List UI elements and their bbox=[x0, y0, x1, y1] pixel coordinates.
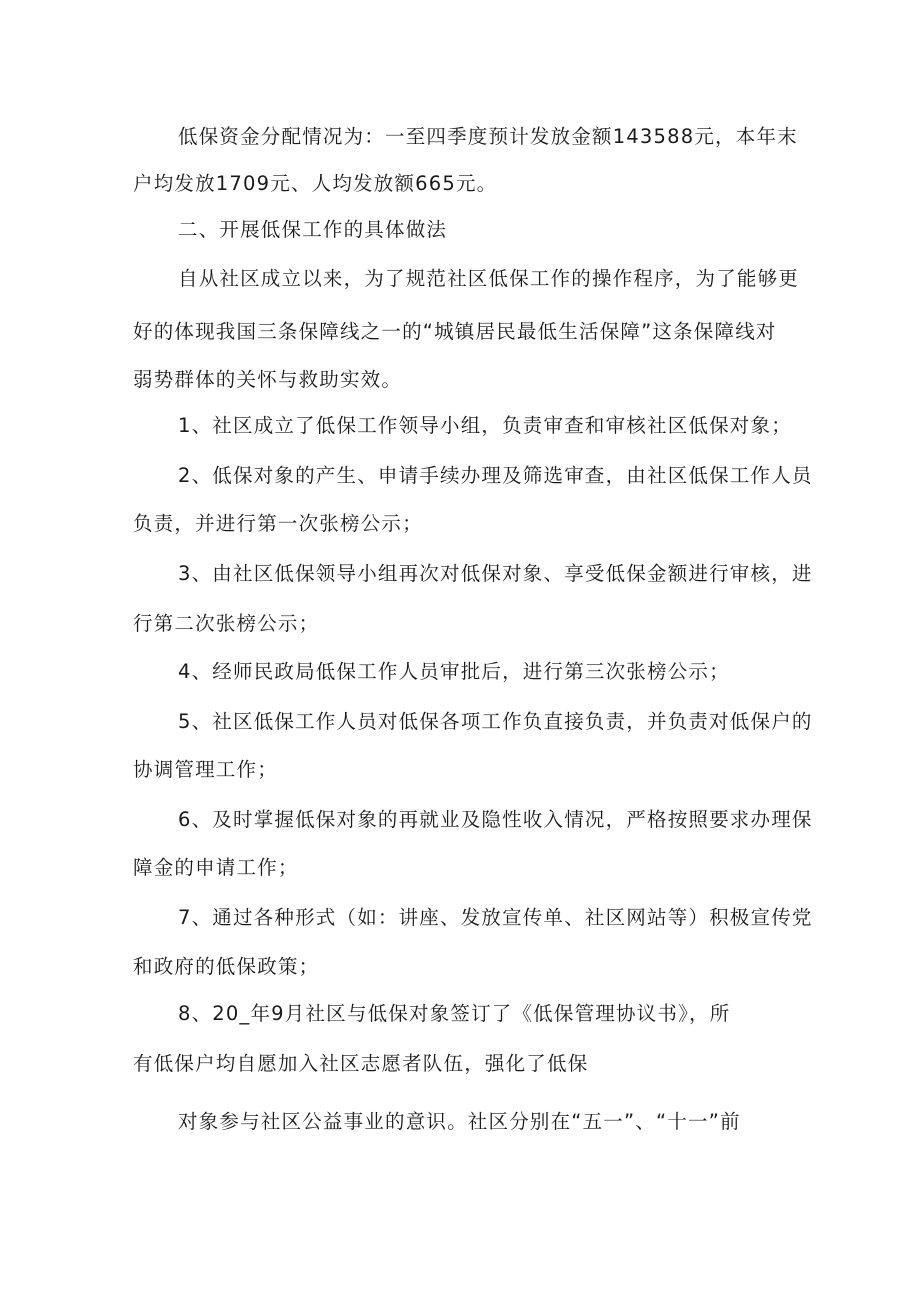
list-item: 2、低保对象的产生、申请手续办理及筛选审查，由社区低保工作人员 bbox=[178, 464, 813, 487]
list-item-continuation: 有低保户均自愿加入社区志愿者队伍，强化了低保 bbox=[133, 1052, 589, 1075]
paragraph-line: 低保资金分配情况为：一至四季度预计发放金额143588元，本年末 bbox=[178, 125, 798, 148]
list-item-continuation: 障金的申请工作； bbox=[133, 856, 299, 879]
list-item-continuation: 和政府的低保政策； bbox=[133, 955, 320, 978]
list-item: 8、20_年9月社区与低保对象签订了《低保管理协议书》，所 bbox=[178, 1002, 731, 1025]
paragraph-line: 户均发放1709元、人均发放额665元。 bbox=[133, 172, 498, 195]
list-item-continuation: 协调管理工作； bbox=[133, 758, 278, 781]
paragraph-line: 弱势群体的关怀与救助实效。 bbox=[133, 368, 403, 391]
list-item: 6、及时掌握低保对象的再就业及隐性收入情况，严格按照要求办理保 bbox=[178, 808, 813, 831]
list-item-continuation: 行第二次张榜公示； bbox=[133, 612, 320, 635]
list-item: 3、由社区低保领导小组再次对低保对象、享受低保金额进行审核，进 bbox=[178, 562, 813, 585]
paragraph-line: 自从社区成立以来，为了规范社区低保工作的操作程序，为了能够更 bbox=[178, 267, 800, 290]
paragraph-line: 对象参与社区公益事业的意识。社区分别在“五一”、“十一”前 bbox=[178, 1110, 741, 1133]
list-item: 4、经师民政局低保工作人员审批后，进行第三次张榜公示； bbox=[178, 660, 730, 683]
paragraph-line: 好的体现我国三条保障线之一的“城镇居民最低生活保障”这条保障线对 bbox=[133, 320, 777, 343]
section-heading: 二、开展低保工作的具体做法 bbox=[178, 218, 448, 241]
list-item: 5、社区低保工作人员对低保各项工作负直接负责，并负责对低保户的 bbox=[178, 710, 813, 733]
list-item-continuation: 负责，并进行第一次张榜公示； bbox=[133, 512, 423, 535]
list-item: 7、通过各种形式（如：讲座、发放宣传单、社区网站等）积极宣传党 bbox=[178, 906, 813, 929]
list-item: 1、社区成立了低保工作领导小组，负责审查和审核社区低保对象； bbox=[178, 414, 792, 437]
